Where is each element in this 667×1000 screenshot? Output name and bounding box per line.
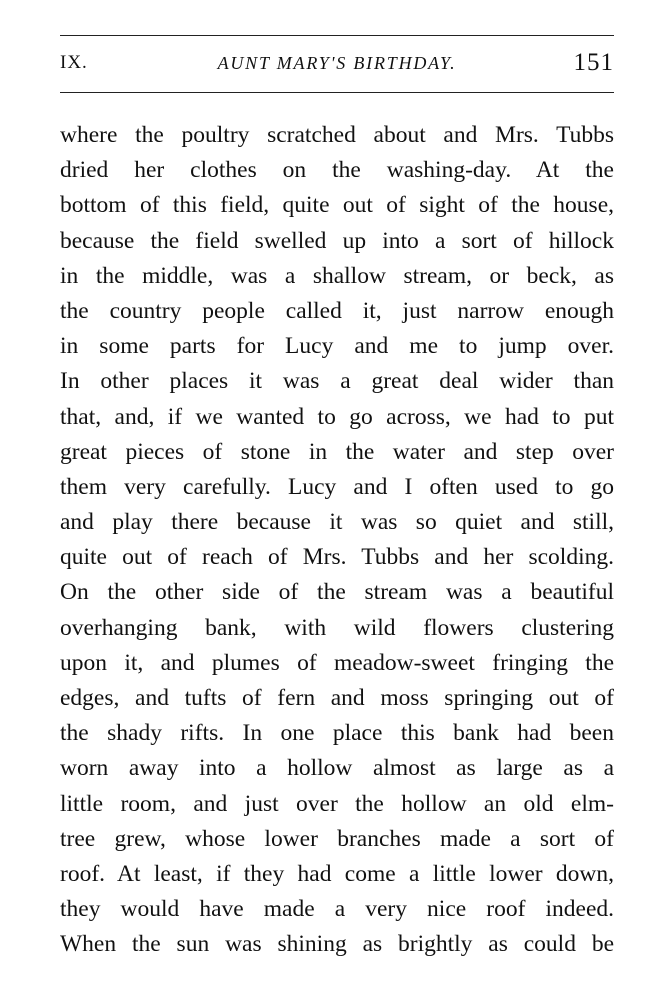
chapter-number: IX. <box>60 52 88 73</box>
header-top-rule <box>60 35 614 36</box>
text-line: the country people called it, just narrow enough <box>60 297 614 324</box>
text-line: In other places it was a great deal wider than <box>60 368 614 395</box>
text-line: tree grew, whose lower branches made a sort of <box>60 825 614 852</box>
text-line: When the sun was shining as brightly as could be <box>60 931 614 958</box>
body-text <box>60 118 614 963</box>
text-line: great pieces of stone in the water and step over <box>60 438 614 465</box>
text-line: roof. At least, if they had come a little lower down, <box>60 860 614 887</box>
text-line: little room, and just over the hollow an old elm- <box>60 790 614 817</box>
text-line: in some parts for Lucy and me to jump over. <box>60 333 614 360</box>
text-line: them very carefully. Lucy and I often used to go <box>60 473 614 500</box>
running-title: AUNT MARY'S BIRTHDAY. <box>217 53 457 73</box>
text-line: in the middle, was a shallow stream, or beck, as <box>60 262 614 289</box>
text-line: where the poultry scratched about and Mrs. Tubbs <box>60 122 614 148</box>
text-line: edges, and tufts of fern and moss springing out of <box>60 685 614 711</box>
page-number: 151 <box>573 49 614 76</box>
text-line: worn away into a hollow almost as large as a <box>60 755 614 782</box>
text-line: the shady rifts. In one place this bank had been <box>60 720 614 747</box>
text-line: bottom of this field, quite out of sight of the house, <box>60 192 614 219</box>
text-line: quite out of reach of Mrs. Tubbs and her scolding. <box>60 544 614 571</box>
running-head <box>60 45 614 83</box>
text-line: overhanging bank, with wild flowers clustering <box>60 614 614 641</box>
header-bottom-rule <box>60 92 614 93</box>
text-line: because the field swelled up into a sort of hillock <box>60 227 614 254</box>
text-line: upon it, and plumes of meadow-sweet fringing the <box>60 649 614 676</box>
text-line: that, and, if we wanted to go across, we had to put <box>60 403 614 430</box>
text-line: and play there because it was so quiet and still, <box>60 509 614 536</box>
text-line: On the other side of the stream was a beautiful <box>60 579 614 606</box>
text-line: they would have made a very nice roof indeed. <box>60 896 614 923</box>
text-line: dried her clothes on the washing-day. At the <box>60 157 614 184</box>
